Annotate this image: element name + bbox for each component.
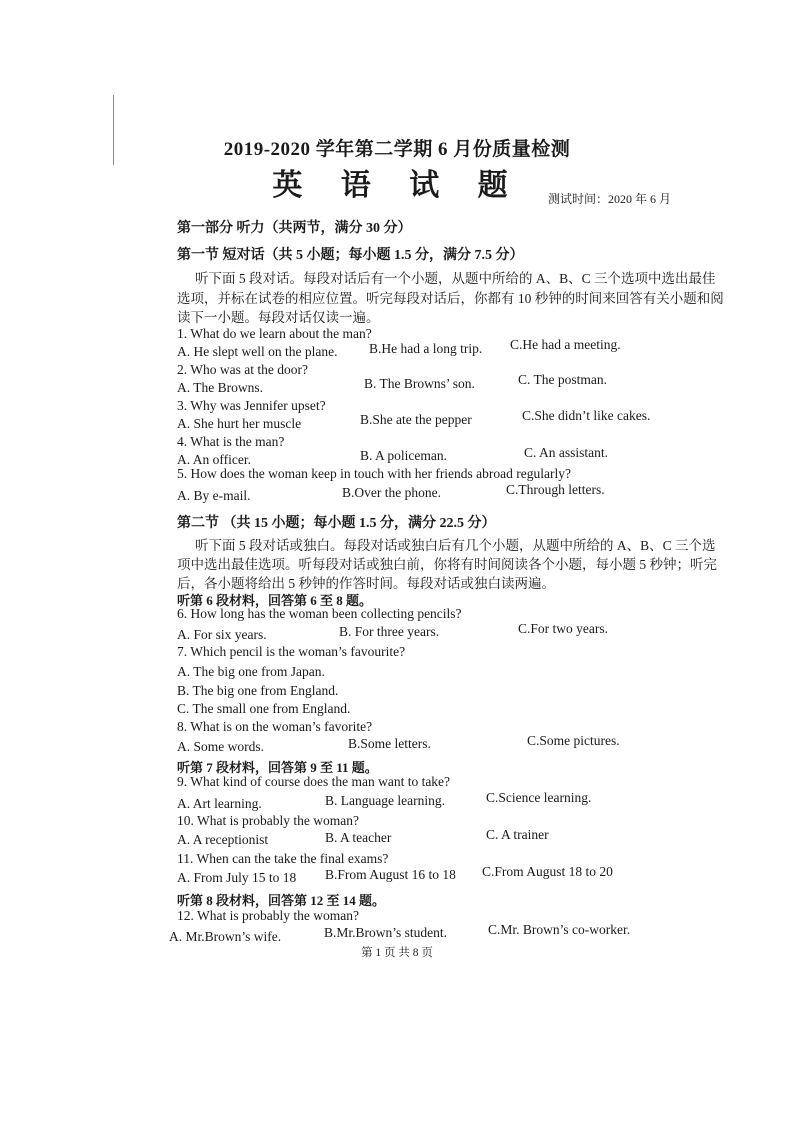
question-9-option-b: B. Language learning. [325,793,445,808]
question-3-option-a: A. She hurt her muscle [177,416,302,431]
question-10-stem: 10. What is probably the woman? [177,813,359,828]
question-12-option-c: C.Mr. Brown’s co-worker. [488,922,631,937]
question-1-option-a: A. He slept well on the plane. [177,344,338,359]
question-9-option-c: C.Science learning. [486,790,592,805]
question-2-option-a: A. The Browns. [177,380,263,395]
test-date: 测试时间：2020 年 6 月 [548,192,672,206]
question-11-option-c: C.From August 18 to 20 [482,864,613,879]
question-3-option-c: C.She didn’t like cakes. [522,408,651,423]
question-3-option-b: B.She ate the pepper [360,412,472,427]
question-10-option-c: C. A trainer [486,827,549,842]
question-1-option-b: B.He had a long trip. [369,341,483,356]
question-10-option-a: A. A receptionist [177,832,269,847]
page-number: 第 1 页 共 8 页 [361,947,433,959]
question-6-option-b: B. For three years. [339,624,440,639]
section-two-heading: 第二节 （共 15 小题；每小题 1.5 分，满分 22.5 分） [177,516,496,531]
question-8-stem: 8. What is on the woman’s favorite? [177,719,373,734]
question-4-option-a: A. An officer. [177,452,251,467]
question-8-option-c: C.Some pictures. [527,733,620,748]
question-4-option-c: C. An assistant. [524,445,609,460]
section-one-heading: 第一节 短对话（共 5 小题；每小题 1.5 分，满分 7.5 分） [177,248,524,263]
question-8-option-a: A. Some words. [177,739,264,754]
question-5-stem: 5. How does the woman keep in touch with her friends abroad regularly? [177,466,572,481]
question-6-option-c: C.For two years. [518,621,608,636]
question-2-stem: 2. Who was at the door? [177,362,308,377]
section-one-instructions-line2: 选项，并标在试卷的相应位置。听完每段对话后，你都有 10 秒钟的时间来回答有关小题和阅 [177,291,724,306]
question-2-option-c: C. The postman. [518,372,607,387]
question-7-option-c: C. The small one from England. [177,701,351,716]
question-6-option-a: A. For six years. [177,627,267,642]
question-7-stem: 7. Which pencil is the woman’s favourite? [177,644,406,659]
section-one-instructions-line3: 读下一小题。每段对话仅读一遍。 [177,310,380,325]
exam-title: 2019-2020 学年第二学期 6 月份质量检测 [223,139,571,160]
material-7-heading: 听第 7 段材料，回答第 9 至 11 题。 [177,760,378,775]
material-8-heading: 听第 8 段材料，回答第 12 至 14 题。 [177,893,386,908]
question-12-option-b: B.Mr.Brown’s student. [324,925,448,940]
question-9-option-a: A. Art learning. [177,796,262,811]
question-5-option-c: C.Through letters. [506,482,605,497]
question-11-option-b: B.From August 16 to 18 [325,867,456,882]
question-9-stem: 9. What kind of course does the man want to take? [177,774,451,789]
question-1-stem: 1. What do we learn about the man? [177,326,372,341]
question-5-option-a: A. By e-mail. [177,488,251,503]
section-two-instructions-line1: 听下面 5 段对话或独白。每段对话或独白后有几个小题，从题中所给的 A、B、C 三个选 [195,538,716,553]
question-5-option-b: B.Over the phone. [342,485,441,500]
question-2-option-b: B. The Browns’ son. [364,376,475,391]
question-11-stem: 11. When can the take the final exams? [177,851,389,866]
question-4-option-b: B. A policeman. [360,448,447,463]
question-12-option-a: A. Mr.Brown’s wife. [169,929,282,944]
question-12-stem: 12. What is probably the woman? [177,908,359,923]
section-two-instructions-line3: 后，各小题将给出 5 秒钟的作答时间。每段对话或独白读两遍。 [177,576,555,591]
question-11-option-a: A. From July 15 to 18 [177,870,297,885]
section-one-instructions-line1: 听下面 5 段对话。每段对话后有一个小题，从题中所给的 A、B、C 三个选项中选出最佳 [195,271,716,286]
part-one-heading: 第一部分 听力（共两节，满分 30 分） [177,221,412,236]
material-6-heading: 听第 6 段材料，回答第 6 至 8 题。 [177,593,373,608]
section-two-instructions-line2: 项中选出最佳选项。听每段对话或独白前，你将有时间阅读各个小题，每小题 5 秒钟；听完 [177,557,717,572]
question-8-option-b: B.Some letters. [348,736,431,751]
question-6-stem: 6. How long has the woman been collecting pencils? [177,606,462,621]
subject-title: 英 语 试 题 [272,168,522,203]
question-10-option-b: B. A teacher [325,830,392,845]
question-7-option-b: B. The big one from England. [177,683,339,698]
question-7-option-a: A. The big one from Japan. [177,664,325,679]
question-1-option-c: C.He had a meeting. [510,337,621,352]
question-3-stem: 3. Why was Jennifer upset? [177,398,326,413]
question-4-stem: 4. What is the man? [177,434,285,449]
